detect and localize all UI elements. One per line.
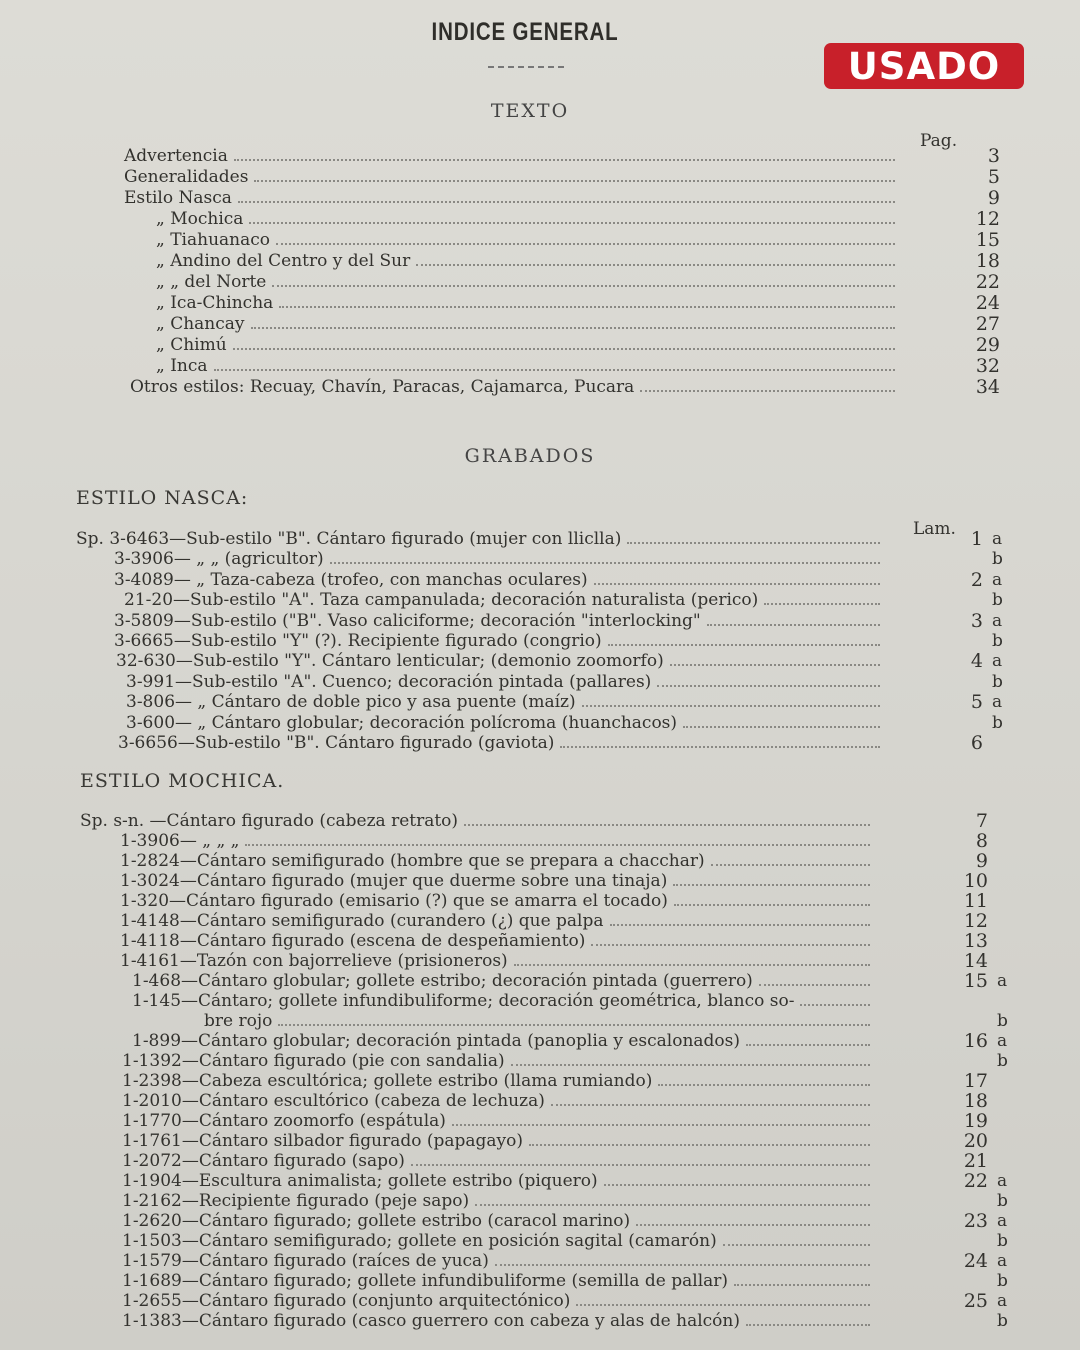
mochica-row: [120, 891, 870, 911]
texto-row: [156, 230, 895, 250]
mochica-row: [122, 1191, 870, 1211]
nasca-row: [114, 549, 880, 569]
mochica-row: [132, 991, 870, 1011]
texto-leader-dots: [214, 369, 895, 371]
texto-page-number: 24: [975, 292, 1000, 314]
nasca-row: [126, 692, 880, 712]
nasca-plate-letter: a: [992, 569, 1003, 590]
texto-row: [156, 272, 895, 292]
texto-page-number: 27: [975, 313, 1000, 335]
nasca-entry-text: 3-3906— „ „ (agricultor): [114, 549, 324, 570]
mochica-entry-text: 1-899—Cántaro globular; decoración pintada (panoplia y escalonados): [132, 1031, 741, 1051]
mochica-leader-dots: [576, 1304, 870, 1306]
mochica-plate-letter: b: [997, 1051, 1008, 1071]
texto-entry-text: „ Chancay: [156, 314, 245, 334]
mochica-entry-text: 1-1904—Escultura animalista; gollete estribo (piquero): [122, 1171, 598, 1191]
mochica-leader-dots: [514, 964, 870, 966]
mochica-row: [122, 1051, 870, 1071]
texto-page-number: 32: [975, 355, 1000, 377]
mochica-page-number: 10: [963, 870, 988, 892]
mochica-leader-dots: [278, 1024, 870, 1026]
mochica-row: [122, 1231, 870, 1251]
mochica-row: [132, 971, 870, 991]
texto-page-number: 18: [975, 250, 1000, 272]
texto-page-number: 5: [987, 166, 1000, 188]
mochica-row: [120, 911, 870, 931]
nasca-leader-dots: [582, 705, 880, 707]
nasca-leader-dots: [560, 746, 880, 748]
mochica-entry-text: 1-1383—Cántaro figurado (casco guerrero con cabeza y alas de halcón): [122, 1311, 740, 1331]
mochica-plate-letter: b: [997, 1231, 1008, 1251]
mochica-page-number: 19: [963, 1110, 988, 1132]
mochica-plate-letter: a: [997, 971, 1008, 991]
pag-label: Pag.: [920, 131, 958, 151]
nasca-plate-letter: b: [992, 631, 1003, 651]
mochica-entry-text: 1-1503—Cántaro semifigurado; gollete en posición sagital (camarón): [122, 1231, 717, 1251]
mochica-page-number: 15: [963, 970, 988, 992]
mochica-page-number: 13: [963, 930, 988, 952]
mochica-page-number: 20: [963, 1130, 988, 1152]
mochica-row: [120, 851, 870, 871]
mochica-page-number: 11: [963, 890, 988, 912]
mochica-plate-letter: b: [997, 1271, 1008, 1291]
mochica-row: [122, 1151, 870, 1171]
nasca-leader-dots: [707, 624, 880, 626]
texto-row: [156, 356, 895, 376]
texto-row: [156, 293, 895, 313]
texto-entry-text: Advertencia: [124, 146, 228, 166]
texto-entry-text: Estilo Nasca: [124, 188, 232, 208]
texto-entry-text: „ Tiahuanaco: [156, 230, 270, 250]
nasca-entry-text: 3-806— „ Cántaro de doble pico y asa puente (maíz): [126, 692, 576, 713]
nasca-page-number: 5: [970, 691, 983, 714]
mochica-entry-text: bre rojo: [204, 1011, 273, 1031]
mochica-entry-text: 1-468—Cántaro globular; gollete estribo; decoración pintada (guerrero): [132, 971, 753, 991]
texto-entry-text: „ Inca: [156, 356, 208, 376]
mochica-leader-dots: [452, 1124, 870, 1126]
mochica-entry-text: 1-1761—Cántaro silbador figurado (papagayo): [122, 1131, 524, 1151]
texto-row: [156, 335, 895, 355]
texto-page-number: 15: [975, 229, 1000, 251]
mochica-row: [122, 1271, 870, 1291]
mochica-plate-letter: a: [997, 1031, 1008, 1051]
texto-page-number: 3: [987, 145, 1000, 167]
mochica-heading: ESTILO MOCHICA.: [80, 770, 285, 792]
texto-entry-text: „ Ica-Chincha: [156, 293, 274, 313]
mochica-row: [204, 1011, 870, 1031]
texto-leader-dots: [234, 159, 895, 161]
mochica-entry-text: 1-1579—Cántaro figurado (raíces de yuca): [122, 1251, 489, 1271]
texto-row: [156, 251, 895, 271]
nasca-row: [76, 529, 880, 549]
mochica-row: [122, 1211, 870, 1231]
mochica-row: [122, 1251, 870, 1271]
mochica-leader-dots: [759, 984, 870, 986]
mochica-leader-dots: [673, 884, 870, 886]
mochica-plate-letter: a: [997, 1251, 1008, 1271]
nasca-leader-dots: [627, 542, 880, 544]
lam-label: Lam.: [913, 519, 956, 539]
mochica-row: [122, 1111, 870, 1131]
nasca-entry-text: 21-20—Sub-estilo "A". Taza campanulada; decoración naturalista (perico): [124, 590, 759, 611]
texto-entry-text: „ „ del Norte: [156, 272, 267, 292]
texto-entry-text: „ Mochica: [156, 209, 244, 229]
texto-leader-dots: [640, 390, 895, 392]
mochica-row: [122, 1091, 870, 1111]
nasca-row: [126, 672, 880, 692]
nasca-page-number: 1: [970, 528, 983, 550]
nasca-row: [114, 611, 880, 631]
nasca-page-number: 6: [970, 732, 983, 754]
mochica-page-number: 21: [963, 1150, 988, 1172]
nasca-heading: ESTILO NASCA:: [76, 487, 249, 509]
nasca-entry-text: 3-991—Sub-estilo "A". Cuenco; decoración pintada (pallares): [126, 671, 652, 692]
texto-row: [124, 146, 895, 166]
nasca-entry-text: 3-5809—Sub-estilo ("B". Vaso caliciforme; decoración "interlocking": [114, 610, 701, 631]
mochica-leader-dots: [591, 944, 870, 946]
mochica-leader-dots: [746, 1324, 870, 1326]
texto-entry-text: „ Andino del Centro y del Sur: [156, 251, 411, 271]
mochica-leader-dots: [529, 1144, 870, 1146]
texto-leader-dots: [272, 285, 895, 287]
mochica-entry-text: 1-3024—Cántaro figurado (mujer que duerme sobre una tinaja): [120, 871, 668, 891]
texto-row: [124, 167, 895, 187]
mochica-leader-dots: [245, 844, 870, 846]
mochica-entry-text: 1-1770—Cántaro zoomorfo (espátula): [122, 1111, 446, 1131]
nasca-leader-dots: [608, 644, 880, 646]
mochica-entry-text: Sp. s-n. —Cántaro figurado (cabeza retrato): [80, 811, 459, 831]
mochica-entry-text: 1-4148—Cántaro semifigurado (curandero (¿) que palpa: [120, 911, 604, 931]
nasca-leader-dots: [657, 685, 880, 687]
nasca-entry-text: 32-630—Sub-estilo "Y". Cántaro lenticular; (demonio zoomorfo): [116, 651, 664, 672]
texto-leader-dots: [233, 348, 895, 350]
mochica-entry-text: 1-145—Cántaro; gollete infundibuliforme; decoración geométrica, blanco so-: [132, 991, 795, 1011]
texto-page-number: 9: [987, 187, 1000, 209]
nasca-page-number: 4: [970, 650, 983, 673]
grabados-heading: GRABADOS: [464, 445, 596, 467]
mochica-entry-text: 1-2620—Cántaro figurado; gollete estribo (caracol marino): [122, 1211, 631, 1231]
nasca-row: [114, 631, 880, 651]
mochica-row: [120, 831, 870, 851]
mochica-entry-text: 1-4118—Cántaro figurado (escena de despeñamiento): [120, 931, 586, 951]
texto-leader-dots: [279, 306, 895, 308]
nasca-leader-dots: [764, 603, 880, 605]
texto-leader-dots: [238, 201, 895, 203]
mochica-row: [122, 1131, 870, 1151]
nasca-plate-letter: a: [992, 651, 1003, 672]
mochica-page-number: 25: [963, 1290, 988, 1312]
mochica-leader-dots: [746, 1044, 870, 1046]
nasca-entry-text: 3-6665—Sub-estilo "Y" (?). Recipiente figurado (congrio): [114, 631, 602, 651]
texto-row: [156, 209, 895, 229]
mochica-plate-letter: a: [997, 1211, 1008, 1231]
nasca-row: [118, 733, 880, 753]
nasca-row: [114, 570, 880, 590]
nasca-entry-text: Sp. 3-6463—Sub-estilo "B". Cántaro figurado (mujer con lliclla): [76, 529, 622, 549]
nasca-entry-text: 3-600— „ Cántaro globular; decoración polícroma (huanchacos): [126, 712, 678, 733]
mochica-leader-dots: [411, 1164, 870, 1166]
mochica-leader-dots: [551, 1104, 870, 1106]
mochica-leader-dots: [464, 824, 870, 826]
nasca-row: [126, 713, 880, 733]
mochica-page-number: 12: [963, 910, 988, 932]
mochica-plate-letter: a: [997, 1291, 1008, 1311]
nasca-leader-dots: [330, 562, 880, 564]
nasca-page-number: 3: [970, 609, 983, 632]
mochica-row: [120, 871, 870, 891]
nasca-plate-letter: b: [992, 671, 1003, 692]
mochica-plate-letter: b: [997, 1311, 1008, 1331]
texto-leader-dots: [251, 327, 895, 329]
nasca-entry-text: 3-6656—Sub-estilo "B". Cántaro figurado (gaviota): [118, 733, 555, 753]
mochica-row: [132, 1031, 870, 1051]
mochica-leader-dots: [511, 1064, 870, 1066]
mochica-leader-dots: [475, 1204, 870, 1206]
mochica-entry-text: 1-2162—Recipiente figurado (peje sapo): [122, 1191, 470, 1211]
mochica-page-number: 16: [963, 1030, 988, 1052]
mochica-row: [80, 811, 870, 831]
nasca-plate-letter: a: [992, 610, 1003, 631]
mochica-leader-dots: [658, 1084, 870, 1086]
mochica-leader-dots: [723, 1244, 870, 1246]
mochica-entry-text: 1-2398—Cabeza escultórica; gollete estribo (llama rumiando): [122, 1071, 653, 1091]
mochica-leader-dots: [711, 864, 870, 866]
mochica-entry-text: 1-320—Cántaro figurado (emisario (?) que se amarra el tocado): [120, 891, 668, 911]
mochica-row: [122, 1291, 870, 1311]
mochica-page-number: 23: [963, 1210, 988, 1232]
used-badge: USADO: [824, 43, 1024, 89]
texto-page-number: 22: [975, 271, 1000, 293]
mochica-entry-text: 1-2655—Cántaro figurado (conjunto arquitectónico): [122, 1291, 571, 1311]
mochica-page-number: 17: [963, 1070, 988, 1092]
texto-leader-dots: [249, 222, 895, 224]
texto-leader-dots: [276, 243, 895, 245]
mochica-entry-text: 1-2072—Cántaro figurado (sapo): [122, 1151, 405, 1171]
texto-row: [130, 377, 895, 397]
nasca-plate-letter: b: [992, 712, 1003, 733]
mochica-page-number: 9: [975, 850, 988, 872]
mochica-page-number: 7: [975, 810, 988, 832]
mochica-entry-text: 1-1392—Cántaro figurado (pie con sandalia): [122, 1051, 505, 1071]
nasca-entry-text: 3-4089— „ Taza-cabeza (trofeo, con manchas oculares): [114, 569, 588, 590]
mochica-page-number: 8: [975, 830, 988, 852]
nasca-plate-letter: b: [992, 549, 1003, 570]
mochica-row: [122, 1071, 870, 1091]
mochica-leader-dots: [604, 1184, 870, 1186]
mochica-row: [122, 1311, 870, 1331]
mochica-plate-letter: a: [997, 1171, 1008, 1191]
mochica-entry-text: 1-1689—Cántaro figurado; gollete infundibuliforme (semilla de pallar): [122, 1271, 729, 1291]
nasca-page-number: 2: [970, 568, 983, 591]
nasca-leader-dots: [594, 583, 880, 585]
texto-row: [156, 314, 895, 334]
mochica-row: [122, 1171, 870, 1191]
nasca-row: [124, 590, 880, 610]
texto-leader-dots: [416, 264, 895, 266]
texto-heading: TEXTO: [490, 100, 570, 122]
mochica-page-number: 18: [963, 1090, 988, 1112]
mochica-page-number: 24: [963, 1250, 988, 1272]
nasca-leader-dots: [670, 664, 880, 666]
texto-row: [124, 188, 895, 208]
texto-page-number: 12: [975, 208, 1000, 230]
mochica-page-number: 22: [963, 1170, 988, 1192]
texto-entry-text: Generalidades: [124, 167, 249, 187]
mochica-entry-text: 1-2010—Cántaro escultórico (cabeza de lechuza): [122, 1091, 545, 1111]
texto-entry-text: Otros estilos: Recuay, Chavín, Paracas, Cajamarca, Pucara: [130, 377, 635, 397]
nasca-plate-letter: b: [992, 590, 1003, 611]
nasca-leader-dots: [683, 726, 880, 728]
mochica-leader-dots: [636, 1224, 870, 1226]
mochica-leader-dots: [800, 1004, 870, 1006]
mochica-page-number: 14: [963, 950, 988, 972]
mochica-plate-letter: b: [997, 1011, 1008, 1031]
texto-page-number: 29: [975, 334, 1000, 356]
mochica-entry-text: 1-3906— „ „ „: [120, 831, 240, 851]
nasca-plate-letter: a: [992, 529, 1003, 549]
mochica-entry-text: 1-2824—Cántaro semifigurado (hombre que se prepara a chacchar): [120, 851, 705, 871]
title-divider: [488, 66, 564, 68]
mochica-row: [120, 931, 870, 951]
nasca-row: [116, 651, 880, 671]
mochica-leader-dots: [734, 1284, 870, 1286]
mochica-leader-dots: [610, 924, 870, 926]
mochica-entry-text: 1-4161—Tazón con bajorrelieve (prisioneros): [120, 951, 508, 971]
mochica-row: [120, 951, 870, 971]
texto-leader-dots: [254, 180, 895, 182]
mochica-plate-letter: b: [997, 1191, 1008, 1211]
mochica-leader-dots: [674, 904, 870, 906]
page-title: INDICE GENERAL: [431, 18, 619, 46]
texto-page-number: 34: [975, 376, 1000, 398]
texto-entry-text: „ Chimú: [156, 335, 227, 355]
nasca-plate-letter: a: [992, 692, 1003, 713]
mochica-leader-dots: [495, 1264, 870, 1266]
